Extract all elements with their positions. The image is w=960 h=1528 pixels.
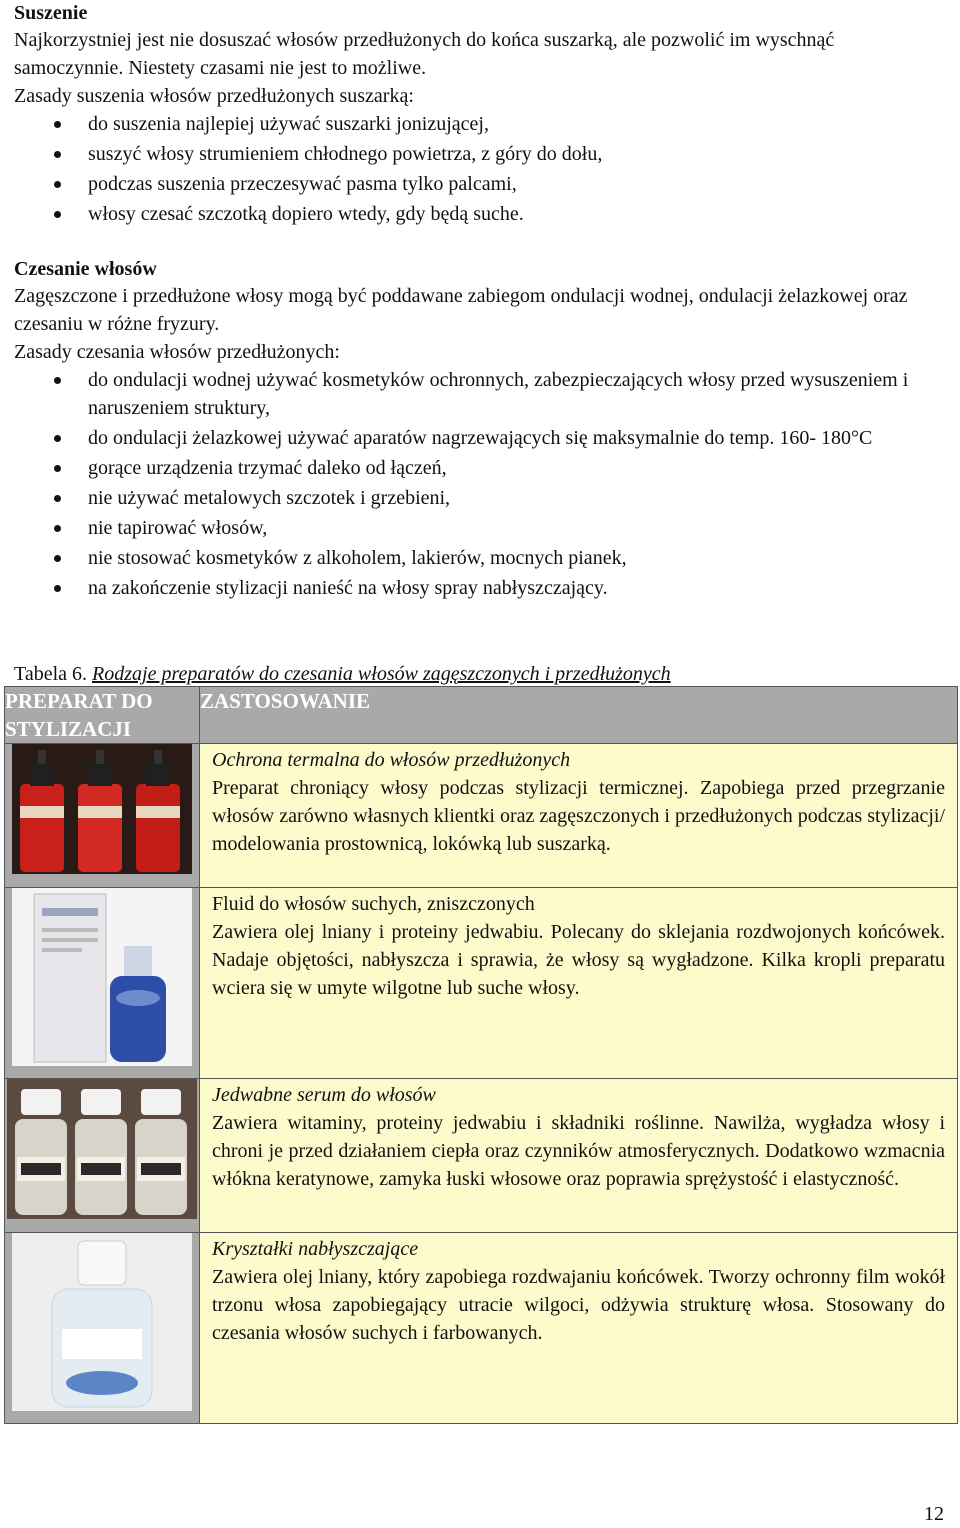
product-image-cell bbox=[5, 1079, 200, 1233]
product-text: Preparat chroniący włosy podczas stylizacji termicznej. Zapobiega przed przegrzanie włosów zarówno własnych klientki oraz zagęszczonych i przedłużonych podczas stylizacji/ modelowania prostownicą, lokówką lub suszarką. bbox=[212, 777, 945, 855]
combing-rules-title: Zasady czesania włosów przedłużonych: bbox=[14, 341, 340, 363]
fluid-box-bottle-image bbox=[12, 888, 192, 1066]
list-item: do ondulacji żelazkowej używać aparatów nagrzewających się maksymalnie do temp. 160- 180°C bbox=[14, 424, 946, 452]
drying-section bbox=[14, 0, 946, 230]
header-product: PREPARAT DO STYLIZACJI bbox=[5, 687, 200, 744]
list-item: do ondulacji wodnej używać kosmetyków ochronnych, zabezpieczających włosy przed wysuszeniem i naruszeniem struktury, bbox=[14, 366, 946, 422]
spray-bottles-image bbox=[12, 744, 192, 874]
list-item: na zakończenie stylizacji nanieść na włosy spray nabłyszczający. bbox=[14, 574, 946, 602]
product-image-cell bbox=[5, 744, 200, 888]
combing-intro: Zagęszczone i przedłużone włosy mogą być poddawane zabiegom ondulacji wodnej, ondulacji żelazkowej oraz czesaniu w różne fryzury. bbox=[14, 285, 908, 335]
combing-heading: Czesanie włosów bbox=[14, 258, 157, 280]
list-item: do suszenia najlepiej używać suszarki jonizującej, bbox=[14, 110, 946, 138]
list-item: gorące urządzenia trzymać daleko od łączeń, bbox=[14, 454, 946, 482]
product-description-cell bbox=[200, 1233, 958, 1424]
table-row bbox=[5, 744, 958, 888]
product-description-cell bbox=[200, 1079, 958, 1233]
list-item: podczas suszenia przeczesywać pasma tylko palcami, bbox=[14, 170, 946, 198]
header-usage: ZASTOSOWANIE bbox=[200, 687, 958, 744]
drying-rules-list bbox=[14, 110, 946, 228]
page-number: 12 bbox=[924, 1503, 944, 1525]
drying-heading: Suszenie bbox=[14, 2, 88, 24]
product-title: Jedwabne serum do włosów bbox=[212, 1084, 436, 1106]
table-caption bbox=[14, 660, 946, 688]
drying-rules-title: Zasady suszenia włosów przedłużonych suszarką: bbox=[14, 85, 414, 107]
drying-intro: Najkorzystniej jest nie dosuszać włosów przedłużonych do końca suszarką, ale pozwolić im wyschnąć samoczynnie. Niestety czasami nie jest to możliwe. bbox=[14, 29, 835, 79]
list-item: nie używać metalowych szczotek i grzebieni, bbox=[14, 484, 946, 512]
product-description-cell bbox=[200, 744, 958, 888]
list-item: nie tapirować włosów, bbox=[14, 514, 946, 542]
product-image-cell bbox=[5, 888, 200, 1079]
product-description-cell bbox=[200, 888, 958, 1079]
product-title: Kryształki nabłyszczające bbox=[212, 1238, 419, 1260]
combing-rules-list bbox=[14, 366, 946, 602]
silk-serum-vials-image bbox=[7, 1079, 197, 1219]
list-item: włosy czesać szczotką dopiero wtedy, gdy będą suche. bbox=[14, 200, 946, 228]
product-text: Zawiera witaminy, proteiny jedwabiu i składniki roślinne. Nawilża, wygładza włosy i chroni je przed działaniem ciepła oraz czynników atmosferycznych. Dodatkowo wzmacnia włókna keratynowe, zamyka łuski włosowe oraz poprawia sprężystość i elastyczność. bbox=[212, 1112, 945, 1190]
product-text: Zawiera olej lniany, który zapobiega rozdwajaniu końcówek. Tworzy ochronny film wokół trzonu włosa zapobiegający utracie wilgoci, odżywia strukturę włosa. Stosowany do czesania włosów suchych i farbowanych. bbox=[212, 1266, 945, 1344]
table-row bbox=[5, 1079, 958, 1233]
list-item: nie stosować kosmetyków z alkoholem, lakierów, mocnych pianek, bbox=[14, 544, 946, 572]
list-item: suszyć włosy strumieniem chłodnego powietrza, z góry do dołu, bbox=[14, 140, 946, 168]
table-row bbox=[5, 888, 958, 1079]
caption-label: Tabela 6. bbox=[14, 663, 88, 685]
combing-section bbox=[14, 256, 946, 604]
table-row bbox=[5, 1233, 958, 1424]
product-title: Ochrona termalna do włosów przedłużonych bbox=[212, 749, 571, 771]
product-text: Zawiera olej lniany i proteiny jedwabiu. Polecany do sklejania rozdwojonych końcówek. Nadaje objętości, nabłyszcza i sprawia, że włosy są wygładzone. Kilka kropli preparatu wciera się w umyte wilgotne lub suche włosy. bbox=[212, 921, 945, 999]
table-header-row bbox=[5, 687, 958, 744]
products-table bbox=[4, 686, 958, 1424]
product-image-cell bbox=[5, 1233, 200, 1424]
caption-title: Rodzaje preparatów do czesania włosów zagęszczonych i przedłużonych bbox=[92, 663, 671, 685]
product-title: Fluid do włosów suchych, zniszczonych bbox=[212, 893, 535, 915]
crystal-gloss-bottle-image bbox=[12, 1233, 192, 1411]
